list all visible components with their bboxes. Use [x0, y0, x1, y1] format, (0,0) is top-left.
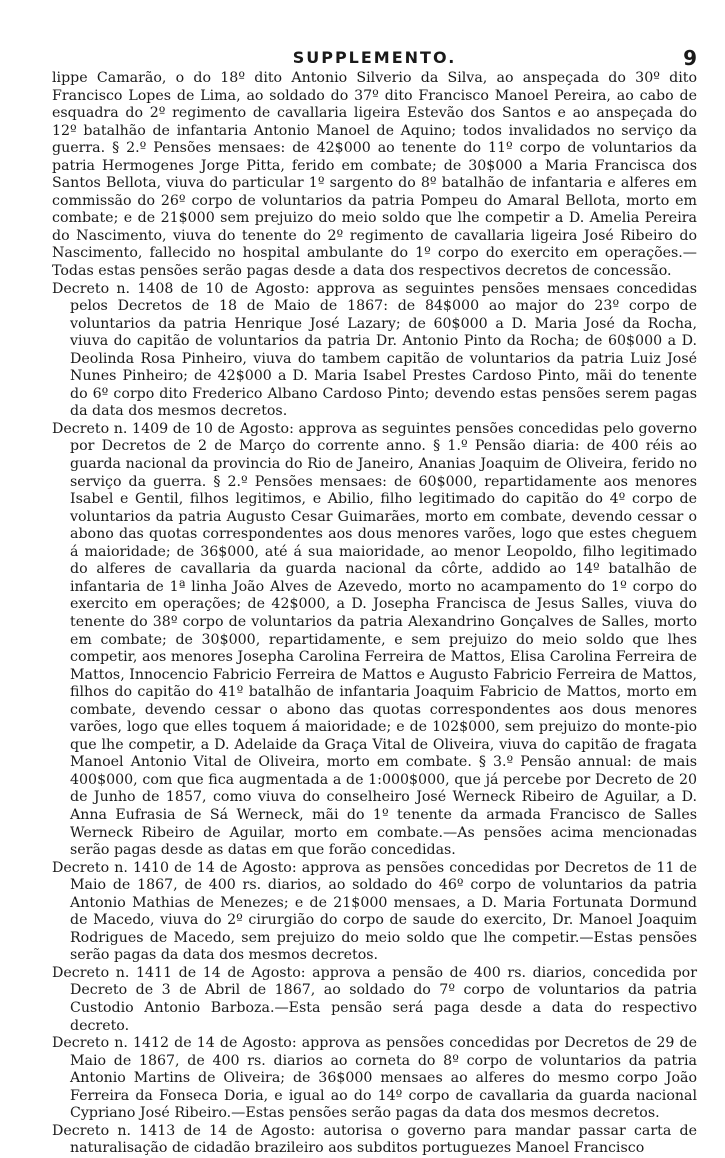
paragraph-continued: lippe Camarão, o do 18º dito Antonio Silverio da Silva, ao anspeçada do 30º dito Francisco Lopes de Lima, ao soldado do 37º dito Francisco Manoel Pereira, ao cabo de esquadra do 2º regimento de cavallaria ligeira Estevão dos Santos e ao anspeçada do 12º batalhão de infantaria Antonio Manoel de Aquino; todos invalidados no serviço da guerra. § 2.º Pensões mensaes: de 42$000 ao tenente do 11º corpo de voluntarios da patria Hermogenes Jorge Pitta, ferido em combate; de 30$000 a Maria Francisca dos Santos Bellota, viuva do particular 1º sargento do 8º batalhão de infantaria e alferes em commissão do 26º corpo de voluntarios da patria Pompeu do Amaral Bellota, morto em combate; e de 21$000 sem prejuizo do meio soldo que lhe competir a D. Amelia Pereira do Nascimento, viuva do tenente do 2º regimento de cavallaria ligeira José Ribeiro do Nascimento, fallecido no hospital ambulante do 1º corpo do exercito em operações.—Todas estas pensões serão pagas desde a data dos respectivos decretos de concessão. — [52, 70, 697, 280]
paragraph-decree-1409: Decreto n. 1409 de 10 de Agosto: approva as seguintes pensões concedidas pelo governo por Decretos de 2 de Março do corrente anno. § 1.º Pensão diaria: de 400 réis ao guarda nacional da provincia do Rio de Janeiro, Ananias Joaquim de Oliveira, ferido no serviço da guerra. § 2.º Pensões mensaes: de 60$000, repartidamente aos menores Isabel e Gentil, filhos legitimos, e Abilio, filho legitimado do capitão do 4º corpo de voluntarios da patria Augusto Cesar Guimarães, morto em combate, devendo cessar o abono das quotas correspondentes aos dous menores varões, logo que estes cheguem á maioridade; de 36$000, até á sua maioridade, ao menor Leopoldo, filho legitimado do alferes de cavallaria da guarda nacional da côrte, addido ao 14º batalhão de infantaria de 1ª linha João Alves de Azevedo, morto no acampamento do 1º corpo do exercito em operações; de 42$000, a D. Josepha Francisca de Jesus Salles, viuva do tenente do 38º corpo de voluntarios da patria Alexandrino Gonçalves de Salles, morto em combate; de 30$000, repartidamente, e sem prejuizo do meio soldo que lhes competir, aos menores Josepha Carolina Ferreira de Mattos, Elisa Carolina Ferreira de Mattos, Innocencio Fabricio Ferreira de Mattos e Augusto Fabricio Ferreira de Mattos, filhos do capitão do 41º batalhão de infantaria Joaquim Fabricio de Mattos, morto em combate, devendo cessar o abono das quotas correspondentes aos dous menores varões, logo que elles toquem á maioridade; e de 102$000, sem prejuizo do monte-pio que lhe competir, a D. Adelaide da Graça Vital de Oliveira, viuva do capitão de fragata Manoel Antonio Vital de Oliveira, morto em combate. § 3.º Pensão annual: de mais 400$000, com que fica augmentada a de 1:000$000, que já percebe por Decreto de 20 de Junho de 1857, como viuva do conselheiro José Werneck Ribeiro de Aguilar, a D. Anna Eufrasia de Sá Werneck, mãi do 1º tenente da armada Francisco de Salles Werneck Ribeiro de Aguilar, morto em combate.—As pensões acima mencionadas serão pagas desde as datas em que forão concedidas. — [52, 420, 697, 859]
paragraph-decree-1411: Decreto n. 1411 de 14 de Agosto: approva a pensão de 400 rs. diarios, concedida por Decreto de 3 de Abril de 1867, ao soldado do 7º corpo de voluntarios da patria Custodio Antonio Barboza.—Esta pensão será paga desde a data do respectivo decreto. — [52, 964, 697, 1034]
running-title: SUPPLEMENTO. — [292, 48, 457, 67]
page-number: 9 — [683, 46, 697, 70]
document-page — [52, 26, 697, 1158]
paragraph-decree-1408: Decreto n. 1408 de 10 de Agosto: approva as seguintes pensões mensaes concedidas pelos Decretos de 18 de Maio de 1867: de 84$000 ao major do 23º corpo de voluntarios da patria Henrique José Lazary; de 60$000 a D. Maria José da Rocha, viuva do capitão de voluntarios da patria Dr. Antonio Pinto da Rocha; de 60$000 a D. Deolinda Rosa Pinheiro, viuva do tambem capitão de voluntarios da patria Luiz José Nunes Pinheiro; de 42$000 a D. Maria Isabel Prestes Cardoso Pinto, mãi do tenente do 6º corpo dito Frederico Albano Cardoso Pinto; devendo estas pensões serem pagas da data dos mesmos decretos. — [52, 280, 697, 420]
body-text — [52, 70, 697, 1158]
paragraph-decree-1413: Decreto n. 1413 de 14 de Agosto: autorisa o governo para mandar passar carta de naturalisação de cidadão brazileiro aos subditos portuguezes Manoel Francisco — [52, 1122, 697, 1157]
page-header — [52, 26, 697, 70]
paragraph-decree-1410: Decreto n. 1410 de 14 de Agosto: approva as pensões concedidas por Decretos de 11 de Maio de 1867, de 400 rs. diarios, ao soldado do 46º corpo de voluntarios da patria Antonio Mathias de Menezes; e de 21$000 mensaes, a D. Maria Fortunata Dormund de Macedo, viuva do 2º cirurgião do corpo de saude do exercito, Dr. Manoel Joaquim Rodrigues de Macedo, sem prejuizo do meio soldo que lhe competir.—Estas pensões serão pagas da data dos mesmos decretos. — [52, 859, 697, 964]
paragraph-decree-1412: Decreto n. 1412 de 14 de Agosto: approva as pensões concedidas por Decretos de 29 de Maio de 1867, de 400 rs. diarios ao corneta do 8º corpo de voluntarios da patria Antonio Martins de Oliveira; de 36$000 mensaes ao alferes do mesmo corpo João Ferreira da Fonseca Doria, e igual ao do 14º corpo de cavallaria da guarda nacional Cypriano José Ribeiro.—Estas pensões serão pagas da data dos mesmos decretos. — [52, 1035, 697, 1122]
